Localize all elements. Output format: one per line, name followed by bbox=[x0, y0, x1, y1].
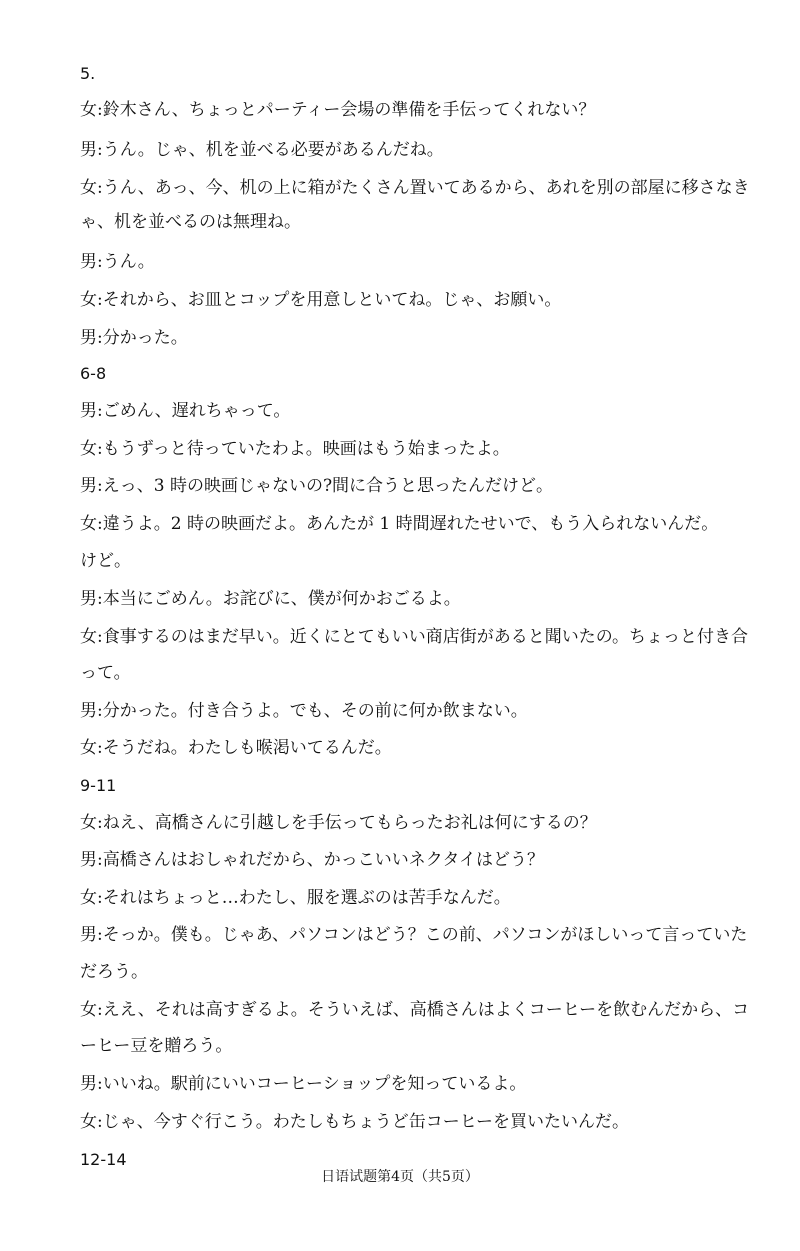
dialogue-line: 女:食事するのはまだ早い。近くにとてもいい商店街があると聞いたの。ちょっと付き合 bbox=[80, 627, 749, 647]
dialogue-line: って。 bbox=[80, 663, 131, 683]
dialogue-line: 女:鈴木さん、ちょっとパーティー会場の準備を手伝ってくれない？ bbox=[80, 100, 596, 120]
dialogue-line: 男:そっか。僕も。じゃあ、パソコンはどう？この前、パソコンがほしいって言っていた bbox=[80, 925, 748, 945]
dialogue-line: 女:それはちょっと…わたし、服を選ぶのは苦手なんだ。 bbox=[80, 888, 511, 908]
dialogue-line: けど。 bbox=[80, 551, 131, 571]
dialogue-line: 女:それから、お皿とコップを用意しといてね。じゃ、お願い。 bbox=[80, 290, 562, 310]
dialogue-line: 男:うん。 bbox=[80, 252, 155, 272]
dialogue-line: 男:分かった。 bbox=[80, 328, 188, 348]
page-footer: 日语试题第4页（共5页） bbox=[321, 1169, 479, 1185]
dialogue-line: 男:えっ、3 時の映画じゃないの?間に合うと思ったんだけど。 bbox=[80, 476, 554, 496]
dialogue-line: 女:ねえ、高橋さんに引越しを手伝ってもらったお礼は何にするの？ bbox=[80, 813, 597, 833]
dialogue-line: 男:いいね。駅前にいいコーヒーショップを知っているよ。 bbox=[80, 1074, 527, 1094]
dialogue-line: ーヒー豆を贈ろう。 bbox=[80, 1036, 233, 1056]
dialogue-line: 女:じゃ、今すぐ行こう。わたしもちょうど缶コーヒーを買いたいんだ。 bbox=[80, 1112, 630, 1132]
dialogue-line: 男:分かった。付き合うよ。でも、その前に何か飲まない。 bbox=[80, 701, 528, 721]
section-number: 12-14 bbox=[80, 1150, 127, 1169]
section-number: 6-8 bbox=[80, 364, 107, 383]
dialogue-line: 男:高橋さんはおしゃれだから、かっこいいネクタイはどう？ bbox=[80, 850, 545, 870]
dialogue-line: だろう。 bbox=[80, 962, 148, 982]
section-number: 5. bbox=[80, 64, 96, 83]
dialogue-line: 女:ええ、それは高すぎるよ。そういえば、高橋さんはよくコーヒーを飲むんだから、コ bbox=[80, 1000, 750, 1020]
dialogue-line: 女:もうずっと待っていたわよ。映画はもう始まったよ。 bbox=[80, 439, 510, 459]
dialogue-line: 女:違うよ。2 時の映画だよ。あんたが 1 時間遅れたせいで、もう入られないんだ。 bbox=[80, 514, 719, 534]
section-number: 9-11 bbox=[80, 776, 117, 795]
dialogue-line: 男:うん。じゃ、机を並べる必要があるんだね。 bbox=[80, 140, 444, 160]
dialogue-line: 女:そうだね。わたしも喉渇いてるんだ。 bbox=[80, 738, 392, 758]
dialogue-line: 女:うん、あっ、今、机の上に箱がたくさん置いてあるから、あれを別の部屋に移さなき bbox=[80, 178, 750, 198]
dialogue-line: 男:ごめん、遅れちゃって。 bbox=[80, 401, 291, 421]
dialogue-line: 男:本当にごめん。お詫びに、僕が何かおごるよ。 bbox=[80, 589, 461, 609]
dialogue-line: ゃ、机を並べるのは無理ね。 bbox=[80, 212, 301, 232]
